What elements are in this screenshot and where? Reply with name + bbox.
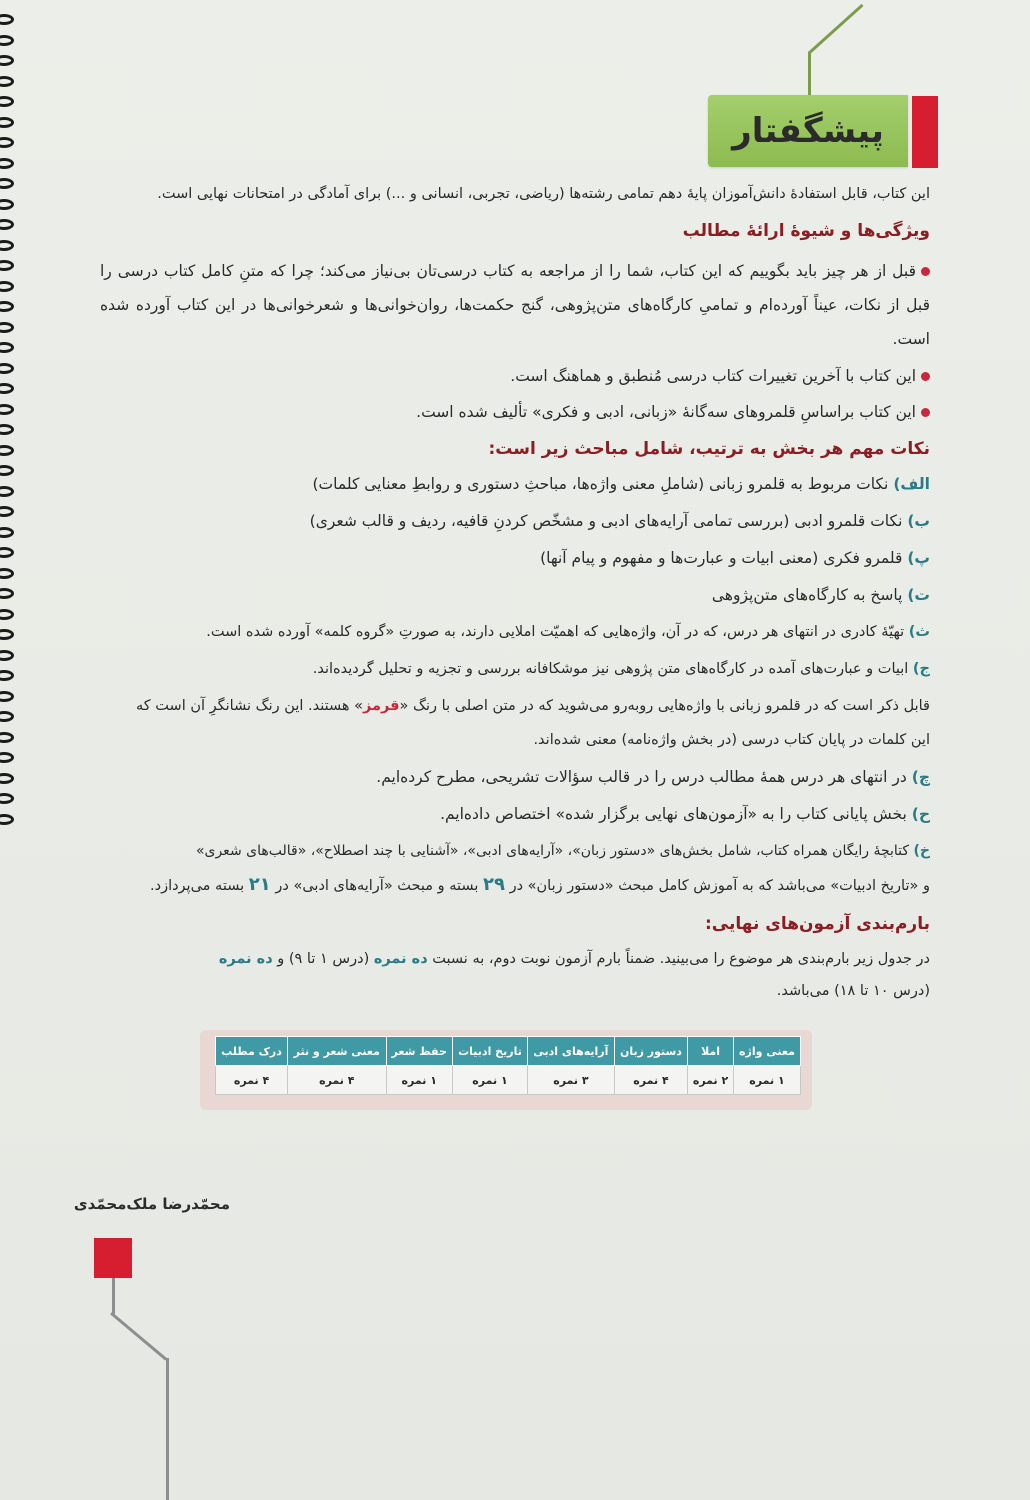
feature-item <box>100 364 930 388</box>
grading-highlight: ده نمره <box>218 951 273 967</box>
spiral-ring <box>0 629 14 640</box>
sections-heading: نکات مهم هر بخش به ترتیب، شامل مباحث زیر است: <box>488 439 930 459</box>
spiral-ring <box>0 691 14 702</box>
spiral-ring <box>0 14 14 25</box>
bullet-icon <box>921 267 930 276</box>
grading-text: در جدول زیر بارم‌بندی هر موضوع را می‌بینید. ضمناً بارم آزمون نوبت دوم، به نسبت <box>432 951 930 967</box>
table-cell: ۴ نمره <box>216 1066 288 1095</box>
number-highlight: ۲۱ <box>248 874 271 895</box>
list-item-continued <box>100 873 930 898</box>
spiral-ring <box>0 96 14 107</box>
note-text: قابل ذکر است که در قلمرو زبانی با واژه‌هایی روبه‌رو می‌شوید که در متن اصلی با رنگ « <box>399 698 930 714</box>
table-cell: ۳ نمره <box>528 1066 615 1095</box>
note-red-word: قرمز <box>363 698 400 714</box>
spiral-ring <box>0 814 14 825</box>
preface-content <box>100 182 930 1016</box>
spiral-ring <box>0 527 14 538</box>
table-row <box>216 1066 801 1095</box>
note-line: این کلمات در پایان کتاب درسی (در بخش واژه‌نامه) معنی شده‌اند. <box>533 732 930 748</box>
grading-table-frame <box>200 1030 812 1110</box>
grading-heading: بارم‌بندی آزمون‌های نهایی: <box>704 914 930 934</box>
list-label: پ) <box>907 549 930 567</box>
table-header-cell: تاریخ ادبیات <box>452 1037 527 1066</box>
table-header-row <box>216 1037 801 1066</box>
list-item <box>100 765 930 789</box>
spiral-ring <box>0 219 14 230</box>
note-line <box>100 694 930 718</box>
spiral-ring <box>0 342 14 353</box>
spiral-ring <box>0 76 14 87</box>
feature-text: این کتاب با آخرین تغییرات کتاب درسی مُنطبق و هماهنگ است. <box>510 367 916 385</box>
spiral-ring <box>0 55 14 66</box>
spiral-ring <box>0 178 14 189</box>
spiral-ring <box>0 322 14 333</box>
list-text: تهیّهٔ کادری در انتهای هر درس، که در آن، واژه‌هایی که اهمیّت املایی دارند، به صورتِ «گروه کلمه» آورده شده است. <box>206 624 905 640</box>
table-cell: ۲ نمره <box>688 1066 734 1095</box>
grading-text: (درس ۱ تا ۹) و <box>277 951 370 967</box>
spiral-ring <box>0 670 14 681</box>
list-label: ت) <box>907 586 930 604</box>
page-title: پیشگفتار <box>732 111 884 151</box>
bullet-icon <box>921 408 930 417</box>
decorative-line <box>110 1312 167 1361</box>
spiral-ring <box>0 793 14 804</box>
list-item <box>100 472 930 496</box>
spiral-ring <box>0 506 14 517</box>
spiral-ring <box>0 158 14 169</box>
decorative-line <box>166 1358 169 1500</box>
spiral-ring <box>0 424 14 435</box>
spiral-ring <box>0 199 14 210</box>
list-label: ب) <box>907 512 930 530</box>
feature-item <box>100 400 930 424</box>
decorative-line <box>808 4 864 54</box>
spiral-ring <box>0 404 14 415</box>
intro-paragraph: این کتاب، قابل استفادهٔ دانش‌آموزان پایهٔ دهم تمامی رشته‌ها (ریاضی، تجربی، انسانی و ...) برای آمادگی در امتحانات نهایی است. <box>157 186 930 202</box>
grading-table <box>215 1036 801 1095</box>
spiral-ring <box>0 588 14 599</box>
author-name: محمّدرضا ملک‌محمّدی <box>73 1195 230 1213</box>
list-item <box>100 583 930 607</box>
spiral-ring <box>0 547 14 558</box>
list-item <box>100 657 930 681</box>
table-header-cell: املا <box>688 1037 734 1066</box>
list-text: و «تاریخ ادبیات» می‌باشد که به آموزش کامل مبحث «دستور زبان» در <box>509 878 930 894</box>
list-text: در انتهای هر درس همهٔ مطالب درس را در قالب سؤالات تشریحی، مطرح کرده‌ایم. <box>376 768 907 786</box>
list-text: نکات قلمرو ادبی (بررسی تمامی آرایه‌های ادبی و مشخّص کردنِ قافیه، ردیف و قالب شعری) <box>309 512 903 530</box>
grading-highlight: ده نمره <box>373 951 428 967</box>
list-label: خ) <box>913 843 930 859</box>
feature-text: این کتاب براساسِ قلمروهای سه‌گانهٔ «زبانی، ادبی و فکری» تألیف شده است. <box>416 403 916 421</box>
spiral-ring <box>0 301 14 312</box>
list-text: کتابچهٔ رایگان همراه کتاب، شامل بخش‌های «دستور زبان»، «آرایه‌های ادبی»، «آشنایی با چند اصطلاح»، «قالب‌های شعری» <box>195 843 910 859</box>
list-label: ج) <box>912 661 930 677</box>
table-header-cell: حفظ شعر <box>386 1037 452 1066</box>
spiral-ring <box>0 609 14 620</box>
decorative-line <box>112 1278 115 1314</box>
spiral-ring <box>0 260 14 271</box>
list-text: بسته و مبحث «آرایه‌های ادبی» در <box>275 878 479 894</box>
grading-paragraph <box>100 947 930 971</box>
list-item <box>100 802 930 826</box>
table-header-cell: معنی شعر و نثر <box>288 1037 386 1066</box>
table-cell: ۴ نمره <box>614 1066 687 1095</box>
spiral-ring <box>0 363 14 374</box>
feature-item <box>100 254 930 356</box>
table-header-cell: معنی واژه <box>733 1037 800 1066</box>
list-item <box>100 839 930 863</box>
table-cell: ۱ نمره <box>386 1066 452 1095</box>
list-label: الف) <box>893 475 930 493</box>
table-header-cell: آرایه‌های ادبی <box>528 1037 615 1066</box>
note-text: » هستند. این رنگ نشانگرِ آن است که <box>136 698 364 714</box>
list-text: نکات مربوط به قلمرو زبانی (شاملِ معنی واژه‌ها، مباحثِ دستوری و روابطِ معنایی کلمات) <box>312 475 889 493</box>
bullet-icon <box>921 372 930 381</box>
number-highlight: ۲۹ <box>483 874 505 895</box>
list-label: ح) <box>911 805 930 823</box>
spiral-binding <box>0 0 22 830</box>
corner-accent-square <box>94 1238 132 1278</box>
list-label: چ) <box>911 768 930 786</box>
spiral-ring <box>0 137 14 148</box>
table-cell: ۱ نمره <box>452 1066 527 1095</box>
list-item <box>100 546 930 570</box>
list-text: بسته می‌پردازد. <box>150 878 245 894</box>
table-cell: ۴ نمره <box>288 1066 386 1095</box>
list-text: قلمرو فکری (معنی ابیات و عبارت‌ها و مفهوم و پیام آنها) <box>540 549 903 567</box>
spiral-ring <box>0 240 14 251</box>
grading-paragraph: (درس ۱۰ تا ۱۸) می‌باشد. <box>776 983 930 999</box>
list-item <box>100 509 930 533</box>
list-text: بخش پایانی کتاب را به «آزمون‌های نهایی برگزار شده» اختصاص داده‌ایم. <box>440 805 907 823</box>
spiral-ring <box>0 486 14 497</box>
spiral-ring <box>0 465 14 476</box>
spiral-ring <box>0 752 14 763</box>
table-header-cell: دستور زبان <box>614 1037 687 1066</box>
decorative-line <box>808 52 811 96</box>
list-text: پاسخ به کارگاه‌های متن‌پژوهی <box>711 586 903 604</box>
page-title-tab <box>708 95 908 167</box>
table-cell: ۱ نمره <box>733 1066 800 1095</box>
spiral-ring <box>0 773 14 784</box>
spiral-ring <box>0 445 14 456</box>
spiral-ring <box>0 281 14 292</box>
list-text: ابیات و عبارت‌های آمده در کارگاه‌های متن پژوهی نیز موشکافانه بررسی و تجزیه و تحلیل گردیده‌اند. <box>312 661 909 677</box>
spiral-ring <box>0 732 14 743</box>
spiral-ring <box>0 650 14 661</box>
list-item <box>100 620 930 644</box>
spiral-ring <box>0 711 14 722</box>
features-heading: ویژگی‌ها و شیوهٔ ارائهٔ مطالب <box>682 221 930 241</box>
spiral-ring <box>0 383 14 394</box>
list-label: ث) <box>908 624 930 640</box>
spiral-ring <box>0 568 14 579</box>
table-header-cell: درک مطلب <box>216 1037 288 1066</box>
spiral-ring <box>0 35 14 46</box>
spiral-ring <box>0 117 14 128</box>
title-accent-bar <box>912 96 938 168</box>
feature-text: قبل از هر چیز باید بگوییم که این کتاب، شما را از مراجعه به کتاب درسی‌تان بی‌نیاز می‌کند؛ چرا که متنِ کامل کتاب درسی را قبل از نکات، عیناً آورده‌ام و تمامیِ کارگاه‌های متن‌پژوهی، گنج حکمت‌ها، روان‌خوانی‌ها و شعرخوانی‌ها در این کتاب آورده شده است. <box>100 262 930 348</box>
